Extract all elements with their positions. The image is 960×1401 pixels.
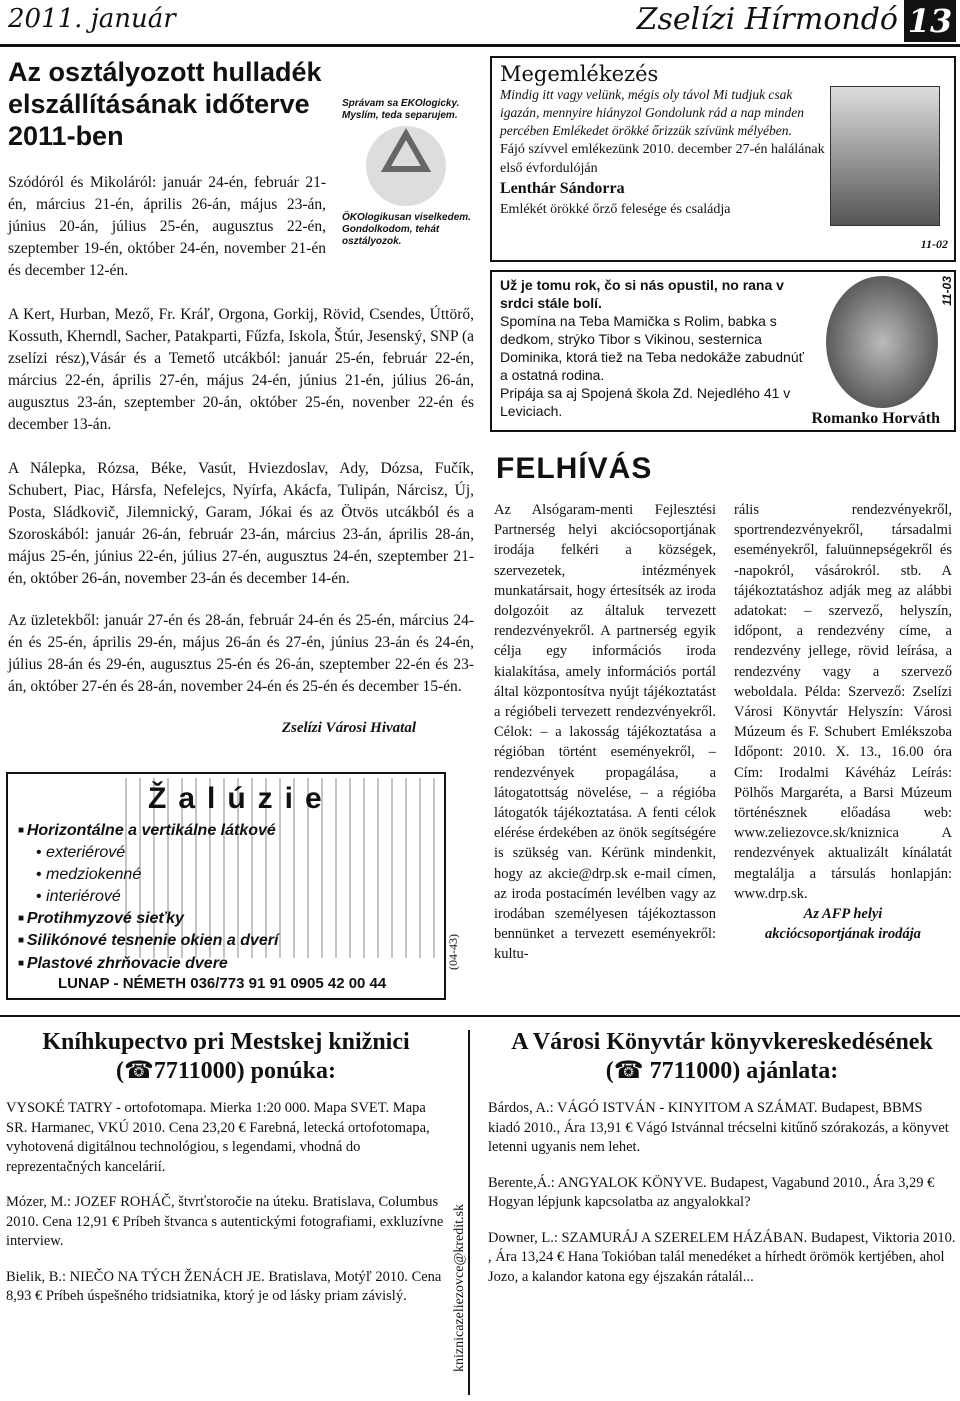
header-rule (0, 44, 960, 47)
library-email[interactable]: kniznicazeliezovce@kredit.sk (452, 1204, 467, 1372)
sk-line: Spomína na Teba Mamička s Rolim, babka s dedkom, strýko Tibor s Vikinou, sesternica Dominika, ktorá tiež na Teba nedokáže zabudnúť a ostatná rodina. (500, 313, 804, 383)
book-item: Bárdos, A.: VÁGÓ ISTVÁN - KINYITOM A SZÁMAT. Budapest, BBMS kiadó 2010., Ára 13,91 € Vágó Istvánnal trécselni kitűnő szórakozás, a könyvet letenni ugyanis nem lehet. (488, 1100, 949, 1155)
memo-title: Megemlékezés (500, 62, 659, 86)
logo-top-text: Správam sa EKOlogicky. Myslím, teda separujem. (342, 98, 460, 121)
issue-date: 2011. január (8, 4, 176, 34)
bookshop-sk-title (6, 1028, 446, 1085)
felhivas-sig: Az AFP helyi (803, 906, 883, 923)
phone-icon: ☎ (124, 1056, 154, 1084)
blinds-ad (6, 772, 446, 1000)
memo-line: Fájó szívvel emlékezünk 2010. december 27-én halálának első évfordulóján (500, 142, 825, 176)
ad-title: Žalúzie (148, 782, 334, 815)
ad-bullet: • interiérové (18, 886, 278, 908)
ad-line: ■ Protihmyzové sieťky (18, 908, 278, 930)
waste-title: Az osztályozott hulladék elszállításának időterve 2011-ben (8, 57, 322, 151)
schedule-kert: A Kert, Hurban, Mező, Fr. Kráľ, Orgona, Gorkij, Rövid, Csendes, Úttörő, Kossuth, Kherndl, Sacher, Patakparti, Fűzfa, Iskola, Štúr, Jesenský, SNP (a zselízi rész),Vásár és a Temető utcákból: január 25-én, február 22-én, március 22-én, április 27-én, május 24-én, június 21-én, július 26-án, augusztus 23-án, szeptember 20-án, október 25-én, novenber 22-én és december 13-án. (8, 306, 474, 433)
bookshop-phone: 7711000) ajánlata: (649, 1058, 839, 1084)
felhivas-col1: Az Alsógaram-menti Fejlesztési Partnerség helyi akciócsoportjának irodája felkéri a községek, szervezetek, intézmények munkatársait, hogy értesítsék az iroda dolgozóit az általuk tervezett rendezvényekről. A partnerség egyik célja egy információs iroda kialakítása, amely információs portál által központosítva nyújt tájékoztatást a régióbeli tervezett rendezvényekről. Célok: – a lakosság tájékoztatása a régióban történt eseményekről, – rendezvények propagálása, a látogatottság növelése, – a régióba látogatók tájékoztatása. A fenti célok elérése érdekében az önök segítségére is szükség van. Kérünk mindenkit, hogy az akcie@drp.sk e-mail címen, az iroda postacímén levélben vagy az irodában személyesen tájékoztasson bennünket a tervezett eseményekről: kultu- (494, 502, 716, 963)
ad-lines (18, 820, 278, 975)
schedule-shops: Az üzletekből: január 27-én és 28-án, február 24-én és 25-én, március 24-én és 25-én, április 29-én, május 26-án és 27-én, június 23-án és 24-én, július 28-án és 29-én, augusztus 25-én és 26-án, szeptember 22-én és 23-án, október 27-én és 28-án, november 24-én és 25-én és december 15-én. (8, 612, 474, 695)
page-header (0, 0, 960, 46)
memo-line: Emlékét örökké őrző felesége és családja (500, 202, 731, 217)
ad-code: (04-43) (446, 934, 460, 970)
sk-line: Už je tomu rok, čo si nás opustil, no rana v srdci stále bolí. (500, 277, 784, 311)
felhivas-sig: akciócsoportjának irodája (765, 926, 921, 943)
memo-code: 11-02 (920, 237, 948, 251)
ad-contact: LUNAP - NÉMETH 036/773 91 91 0905 42 00 44 (58, 975, 387, 992)
felhivas-col2 (734, 500, 952, 944)
ad-bullet: • medziokenné (18, 864, 278, 886)
book-item: Mózer, M.: JOZEF ROHÁČ, štvrťstoročie na úteku. Bratislava, Columbus 2010. Cena 12,91 € Príbeh štvanca s autentickými fotografiami, exkluzívne interview. (6, 1194, 444, 1249)
page-number: 13 (904, 0, 956, 42)
bookshop-sk-list (6, 1099, 446, 1307)
bookshop-sk (6, 1028, 446, 1323)
phone-icon: ☎ (613, 1056, 644, 1084)
section-rule (0, 1015, 960, 1017)
bookshop-phone: 7711000) ponúka: (153, 1058, 336, 1084)
felhivas-title: FELHÍVÁS (496, 452, 653, 485)
bookshop-hu (488, 1028, 956, 1303)
sk-name: Romanko Horváth (811, 410, 940, 427)
child-photo (826, 276, 938, 408)
book-item: Downer, L.: SZAMURÁJ A SZERELEM HÁZÁBAN. Budapest, Viktoria 2010. , Ára 13,24 € Hana Tokióban talál menedéket a hírhedt örömök kertjében, ahol Jozo, a kalandor katona egy éjszakán rátalál... (488, 1229, 956, 1285)
portrait-photo (830, 86, 940, 226)
ad-line: ■ Horizontálne a vertikálne látkové (18, 820, 278, 842)
schedule-szodo: Szódóról és Mikoláról: január 24-én, február 21-én, március 21-én, április 26-án, május 23-án, június 20-án, július 25-én, augusztus 22-én, szeptember 19-én, október 24-én, november 21-én és december 12-én. (8, 174, 326, 279)
book-item: Bielik, B.: NIEČO NA TÝCH ŽENÁCH JE. Bratislava, Motýľ 2010. Cena 8,93 € Príbeh úspešného tridsiatnika, ktorý je od lásky priam závislý. (6, 1268, 442, 1304)
bookshop-title-line: Kníhkupectvo pri Mestskej knižnici (42, 1029, 410, 1055)
logo-bottom-text: ÖKOlogikusan viselkedem. Gondolkodom, tehát osztályozok. (342, 212, 471, 247)
schedule-nalepka: A Nálepka, Rózsa, Béke, Vasút, Hviezdoslav, Ady, Dózsa, Fučík, Schubert, Piac, Hársfa, Nefelejcs, Nyírfa, Akácfa, Tulipán, Nárcisz, Új, Posta, Sládkovič, Jilemnický, Garam, Jókai és az Ötvös utcákból és a Szoroskából: január 26-án, február 23-án, március 23-án, április 28-án, május 25-én, június 22-én, július 27-én, augusztus 24-én, szeptember 21-én, október 26-án, november 23-án és december 14-én. (8, 460, 474, 587)
bookshop-title-line: (☎7711000) ponúka: (116, 1056, 336, 1084)
book-item: VYSOKÉ TATRY - ortofotomapa. Mierka 1:20 000. Mapa SVET. Mapa SR. Harmanec, VKÚ 2010. Cena 23,20 € Farebná, letecká ortofotomapa, vyhotovená digitálnou technológiou, s legendami, vhodná do reprezentačných kancelárií. (6, 1100, 430, 1175)
memo-poem: Mindig itt vagy velünk, mégis oly távol Mi tudjuk csak igazán, mennyire hiányzol Gondolunk rád a nap minden percében Emlékedet örökké őrizzük szívünk mélyében. (500, 87, 804, 138)
waste-signature: Zselízi Városi Hivatal (281, 720, 416, 736)
memo-name: Lenthár Sándorra (500, 180, 625, 197)
sk-line: Pripája sa aj Spojená škola Zd. Nejedlého 41 v Leviciach. (500, 385, 791, 419)
bookshop-hu-list (488, 1099, 956, 1287)
column-divider (468, 1030, 470, 1395)
memorial-hu (490, 56, 956, 262)
ad-bullet: • exteriérové (18, 842, 278, 864)
memorial-sk (490, 270, 956, 432)
newspaper-title: Zselízi Hírmondó (636, 2, 898, 37)
bookshop-hu-title (488, 1028, 956, 1085)
ad-line: ■ Plastové zhrňovacie dvere (18, 953, 278, 975)
recycling-logo (336, 94, 476, 247)
bookshop-title-line: A Városi Könyvtár könyvkereskedésének (511, 1029, 933, 1055)
sk-code: 11-03 (940, 276, 955, 306)
felhivas-text: rális rendezvényekről, sportrendezvényekről, társadalmi eseményekről, faluünnepségekről és -napokról, vásárokról. stb. A tájékoztatáshoz adják meg az alábbi adatokat: – szervező, helyszín, időpont, a rendezvény címe, a rendezvény jellege, rövid leírása, a rendezvény vagy a szervező weboldala. Példa: Szervező: Zselízi Városi Könyvtár Helyszín: Városi Múzeum és F. Schubert Emlékszoba Időpont: 2010. X. 13., 16.00 óra Cím: Irodalmi Kávéház Leírás: Pölhős Margaréta, a Barsi Múzeum történésznek előadása web: www.zeliezovce.sk/kniznica A rendezvények aktualizált kínálatát megtalálja a társulás honlapján: www.drp.sk. (734, 502, 952, 902)
bookshop-title-line: (☎ 7711000) ajánlata: (605, 1056, 839, 1084)
ad-line: ■ Silikónové tesnenie okien a dverí (18, 930, 278, 952)
book-item: Berente,Á.: ANGYALOK KÖNYVE. Budapest, Vagabund 2010., Ára 3,29 € Hogyan lépjunk kapcsolatba az angyalokkal? (488, 1174, 935, 1210)
